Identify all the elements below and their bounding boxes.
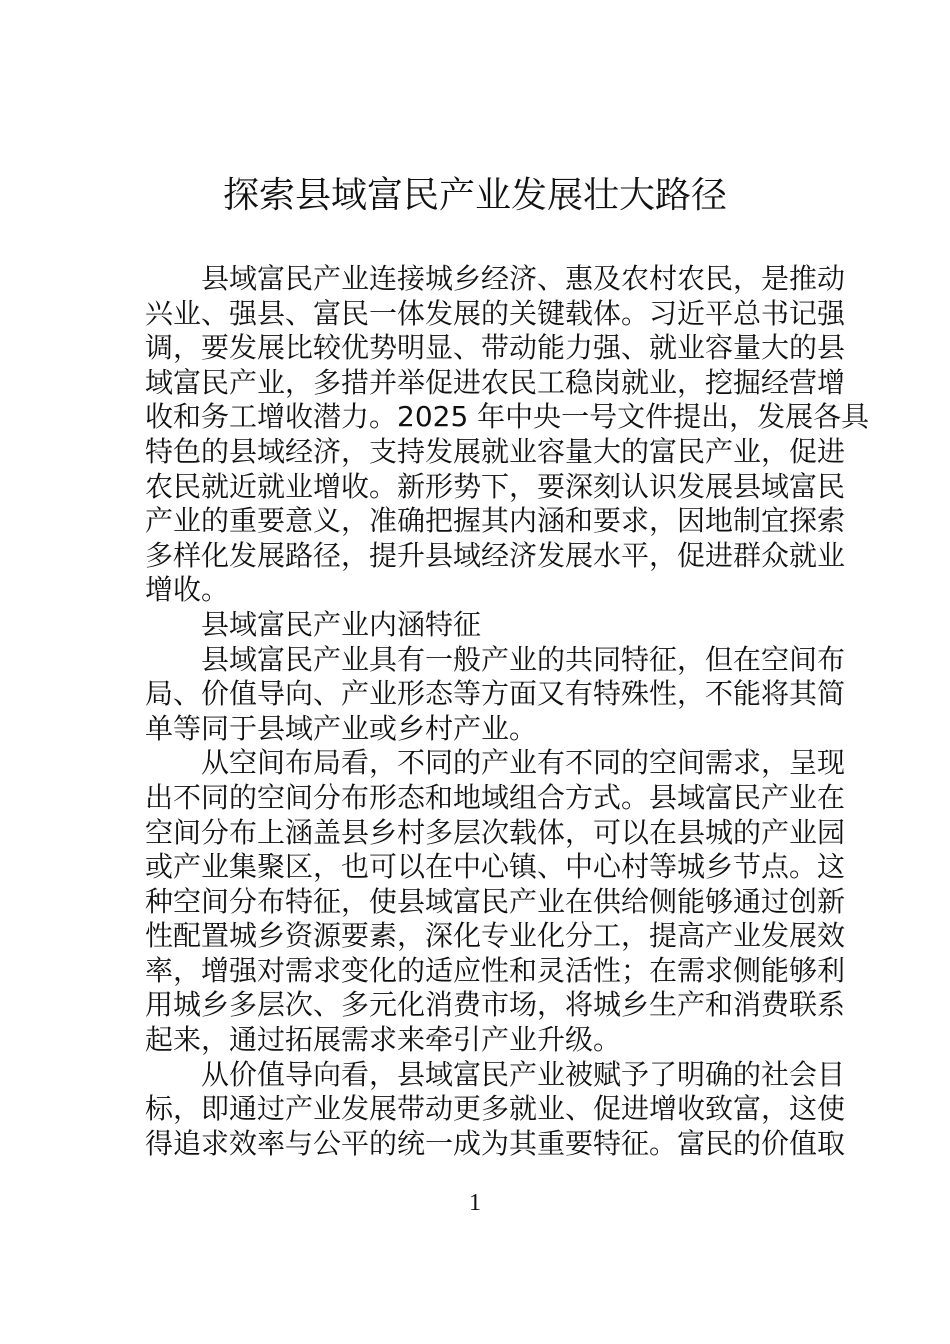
paragraph-value-orientation [145, 1057, 846, 1162]
text-line: 得追求效率与公平的统一成为其重要特征。富民的价值取 [145, 1126, 846, 1160]
text-line: 用城乡多层次、多元化消费市场，将城乡生产和消费联系 [145, 988, 846, 1022]
text-line: 空间分布上涵盖县乡村多层次载体，可以在县城的产业园 [145, 815, 846, 849]
paragraph-spatial-layout [145, 746, 846, 1057]
text-line: 起来，通过拓展需求来牵引产业升级。 [145, 1023, 622, 1057]
text-line: 域富民产业，多措并举促进农民工稳岗就业，挖掘经营增 [145, 365, 846, 399]
text-line: 出不同的空间分布形态和地域组合方式。县域富民产业在 [145, 780, 846, 814]
section-heading-text: 县域富民产业内涵特征 [201, 607, 482, 641]
text-line: 增收。 [145, 573, 230, 607]
document-body [145, 262, 870, 1161]
text-line: 多样化发展路径，提升县域经济发展水平，促进群众就业 [145, 538, 846, 572]
page-number: 1 [469, 1190, 481, 1216]
text-line: 种空间分布特征，使县域富民产业在供给侧能够通过创新 [145, 884, 846, 918]
text-line: 局、价值导向、产业形态等方面又有特殊性，不能将其简 [145, 677, 846, 711]
paragraph-intro [145, 262, 870, 608]
text-line: 率，增强对需求变化的适应性和灵活性；在需求侧能够利 [145, 953, 846, 987]
text-line: 特色的县域经济，支持发展就业容量大的富民产业，促进 [145, 434, 846, 468]
text-line: 收和务工增收潜力。2025 年中央一号文件提出，发展各具 [145, 400, 870, 434]
text-line: 兴业、强县、富民一体发展的关键载体。习近平总书记强 [145, 296, 846, 330]
text-line: 从价值导向看，县域富民产业被赋予了明确的社会目 [201, 1057, 846, 1091]
text-line: 单等同于县域产业或乡村产业。 [145, 711, 538, 745]
text-line: 农民就近就业增收。新形势下，要深刻认识发展县域富民 [145, 469, 846, 503]
text-line: 县域富民产业具有一般产业的共同特征，但在空间布 [201, 642, 846, 676]
section-heading [145, 608, 807, 643]
text-line: 标，即通过产业发展带动更多就业、促进增收致富，这使 [145, 1092, 846, 1126]
text-line: 调，要发展比较优势明显、带动能力强、就业容量大的县 [145, 331, 846, 365]
document-title: 探索县域富民产业发展壮大路径 [222, 175, 727, 216]
text-line: 县域富民产业连接城乡经济、惠及农村农民，是推动 [201, 262, 846, 295]
text-line: 性配置城乡资源要素，深化专业化分工，提高产业发展效 [145, 919, 846, 953]
text-line: 产业的重要意义，准确把握其内涵和要求，因地制宜探索 [145, 504, 846, 538]
text-line: 或产业集聚区，也可以在中心镇、中心村等城乡节点。这 [145, 850, 846, 884]
paragraph-characteristics [145, 642, 846, 747]
text-line: 从空间布局看，不同的产业有不同的空间需求，呈现 [201, 746, 846, 780]
